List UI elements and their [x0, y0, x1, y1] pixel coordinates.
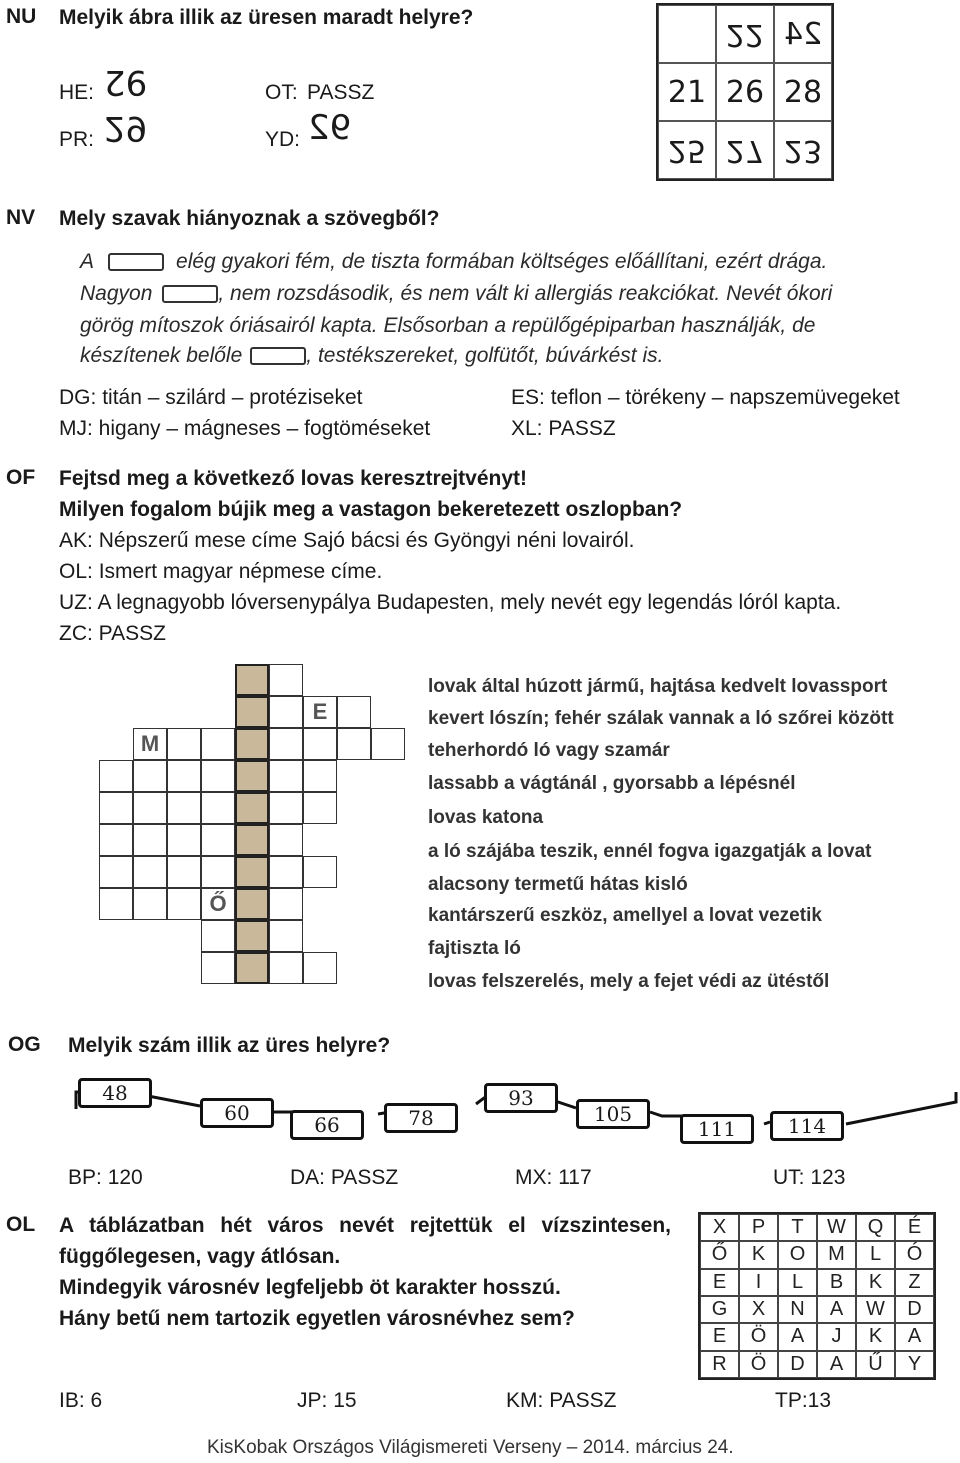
letter-cell: P: [739, 1214, 778, 1241]
question-text-og: Melyik szám illik az üres helyre?: [68, 1034, 391, 1057]
letter-cell: E: [700, 1269, 739, 1296]
gap-text-line-3: görög mítoszok óriásairól kapta. Elsősorban a repülőgépiparban használják, de: [80, 314, 816, 337]
letter-cell: W: [856, 1296, 895, 1323]
letter-cell: M: [817, 1241, 856, 1268]
letter-cell: L: [856, 1241, 895, 1268]
chain-number: 60: [200, 1098, 274, 1128]
letter-cell: E: [700, 1323, 739, 1350]
letter-cell: Ó: [895, 1241, 934, 1268]
crossword-clue: lassabb a vágtánál , gyorsabb a lépésnél: [428, 773, 796, 794]
crossword-cell[interactable]: M: [133, 728, 167, 760]
question-text-ol-1: A táblázatban hét város nevét rejtettük el vízszintesen,: [59, 1214, 671, 1237]
question-code-og: OG: [8, 1033, 41, 1056]
letter-cell: É: [895, 1214, 934, 1241]
crossword-clue: alacsony termetű hátas kisló: [428, 874, 688, 895]
question-text-ol-4: Hány betű nem tartozik egyetlen városnévhez sem?: [59, 1307, 575, 1330]
gap-text-line-4: készítenek belőle , testékszereket, golfütőt, búvárkést is.: [80, 344, 664, 367]
crossword-clue: lovak által húzott jármű, hajtása kedvelt lovassport: [428, 676, 888, 697]
grid-cell: 25: [658, 121, 716, 179]
chain-number: 114: [770, 1111, 844, 1141]
letter-grid: [698, 1212, 936, 1380]
chain-number: 66: [290, 1110, 364, 1140]
question-text-nv: Mely szavak hiányoznak a szövegből?: [59, 207, 440, 230]
chain-number: 48: [78, 1078, 152, 1108]
option-label-yd: YD:: [265, 128, 301, 151]
letter-cell: X: [739, 1296, 778, 1323]
option-uz[interactable]: UZ: A legnagyobb lóversenypálya Budapesten, mely nevét egy legendás lóról kapta.: [59, 591, 842, 614]
letter-cell: K: [856, 1323, 895, 1350]
letter-cell: Ű: [856, 1351, 895, 1378]
crossword-clue: kevert lószín; fehér szálak vannak a ló szőrei között: [428, 708, 894, 729]
question-text-nu: Melyik ábra illik az üresen maradt helyre?: [59, 6, 474, 29]
letter-cell: T: [778, 1214, 817, 1241]
grid-cell: 28: [774, 63, 832, 121]
letter-cell: K: [856, 1269, 895, 1296]
letter-cell: Q: [856, 1214, 895, 1241]
letter-cell: J: [817, 1323, 856, 1350]
gap-text-line-1: A elég gyakori fém, de tiszta formában költséges előállítani, ezért drága.: [80, 250, 828, 273]
option-ak[interactable]: AK: Népszerű mese címe Sajó bácsi és Gyöngyi néni lovairól.: [59, 529, 635, 552]
question-text-of-1: Fejtsd meg a következő lovas keresztrejtvényt!: [59, 467, 528, 490]
gap-text-line-2: Nagyon , nem rozsdásodik, és nem vált ki allergiás reakciókat. Nevét ókori: [80, 282, 833, 305]
letter-cell: A: [895, 1323, 934, 1350]
crossword-clue: a ló szájába teszik, ennél fogva igazgatják a lovat: [428, 841, 872, 862]
grid-cell: 24: [774, 5, 832, 63]
crossword-clue: kantárszerű eszköz, amellyel a lovat vezetik: [428, 905, 822, 926]
option-label-pr: PR:: [59, 128, 95, 151]
option-xl[interactable]: XL: PASSZ: [511, 417, 616, 440]
letter-cell: D: [895, 1296, 934, 1323]
crossword-clue: teherhordó ló vagy szamár: [428, 740, 670, 761]
letter-cell: G: [700, 1296, 739, 1323]
grid-cell: 26: [716, 63, 774, 121]
letter-cell: Ő: [700, 1241, 739, 1268]
grid-cell: 27: [716, 121, 774, 179]
question-code-ol: OL: [6, 1213, 36, 1236]
question-code-of: OF: [6, 466, 36, 489]
letter-cell: I: [739, 1269, 778, 1296]
option-dg[interactable]: DG: titán – szilárd – protéziseket: [59, 386, 363, 409]
crossword-clue: lovas felszerelés, mely a fejet védi az ütéstől: [428, 971, 830, 992]
chain-number: 93: [484, 1083, 558, 1113]
option-da[interactable]: DA: PASSZ: [290, 1166, 399, 1189]
option-km[interactable]: KM: PASSZ: [506, 1389, 617, 1412]
crossword-clue: lovas katona: [428, 807, 544, 828]
option-bp[interactable]: BP: 120: [68, 1166, 143, 1189]
grid-cell: 22: [716, 5, 774, 63]
letter-cell: W: [817, 1214, 856, 1241]
option-label-ot: OT:: [265, 81, 298, 104]
question-code-nv: NV: [6, 206, 36, 229]
chain-number: 111: [680, 1114, 754, 1144]
letter-cell: L: [778, 1269, 817, 1296]
question-text-ol-2: függőlegesen, vagy átlósan.: [59, 1245, 341, 1268]
crossword-clue: fajtiszta ló: [428, 938, 521, 959]
question-text-of-2: Milyen fogalom bújik meg a vastagon bekeretezett oszlopban?: [59, 498, 683, 521]
grid-cell: 23: [774, 121, 832, 179]
letter-cell: A: [778, 1323, 817, 1350]
letter-cell: N: [778, 1296, 817, 1323]
option-es[interactable]: ES: teflon – törékeny – napszemüvegeket: [511, 386, 900, 409]
letter-cell: Z: [895, 1269, 934, 1296]
letter-cell: D: [778, 1351, 817, 1378]
footer: KisKobak Országos Világismereti Verseny – 2014. március 24.: [207, 1437, 734, 1458]
letter-cell: X: [700, 1214, 739, 1241]
option-tp[interactable]: TP:13: [775, 1389, 832, 1412]
option-figure-he[interactable]: 92: [104, 62, 148, 102]
option-zc[interactable]: ZC: PASSZ: [59, 622, 166, 645]
letter-cell: R: [700, 1351, 739, 1378]
letter-cell: B: [817, 1269, 856, 1296]
option-mx[interactable]: MX: 117: [515, 1166, 592, 1189]
letter-cell: A: [817, 1296, 856, 1323]
option-figure-yd[interactable]: 92: [308, 108, 352, 148]
chain-number: 78: [384, 1103, 458, 1133]
option-ib[interactable]: IB: 6: [59, 1389, 103, 1412]
option-figure-pr[interactable]: 29: [104, 108, 148, 148]
grid-cell: 21: [658, 63, 716, 121]
letter-cell: A: [817, 1351, 856, 1378]
chain-number: 105: [576, 1099, 650, 1129]
option-label-he: HE:: [59, 81, 95, 104]
letter-cell: O: [778, 1241, 817, 1268]
option-value-ot[interactable]: PASSZ: [307, 81, 375, 104]
option-ol[interactable]: OL: Ismert magyar népmese címe.: [59, 560, 383, 583]
letter-cell: Ö: [739, 1323, 778, 1350]
option-jp[interactable]: JP: 15: [297, 1389, 357, 1412]
letter-cell: K: [739, 1241, 778, 1268]
crossword-cell[interactable]: Ő: [201, 888, 235, 920]
letter-cell: Ö: [739, 1351, 778, 1378]
crossword-cell[interactable]: E: [303, 696, 337, 728]
question-text-ol-3: Mindegyik városnév legfeljebb öt karakter hosszú.: [59, 1276, 561, 1299]
option-mj[interactable]: MJ: higany – mágneses – fogtöméseket: [59, 417, 431, 440]
question-code-nu: NU: [6, 5, 37, 28]
letter-cell: Y: [895, 1351, 934, 1378]
option-ut[interactable]: UT: 123: [773, 1166, 846, 1189]
